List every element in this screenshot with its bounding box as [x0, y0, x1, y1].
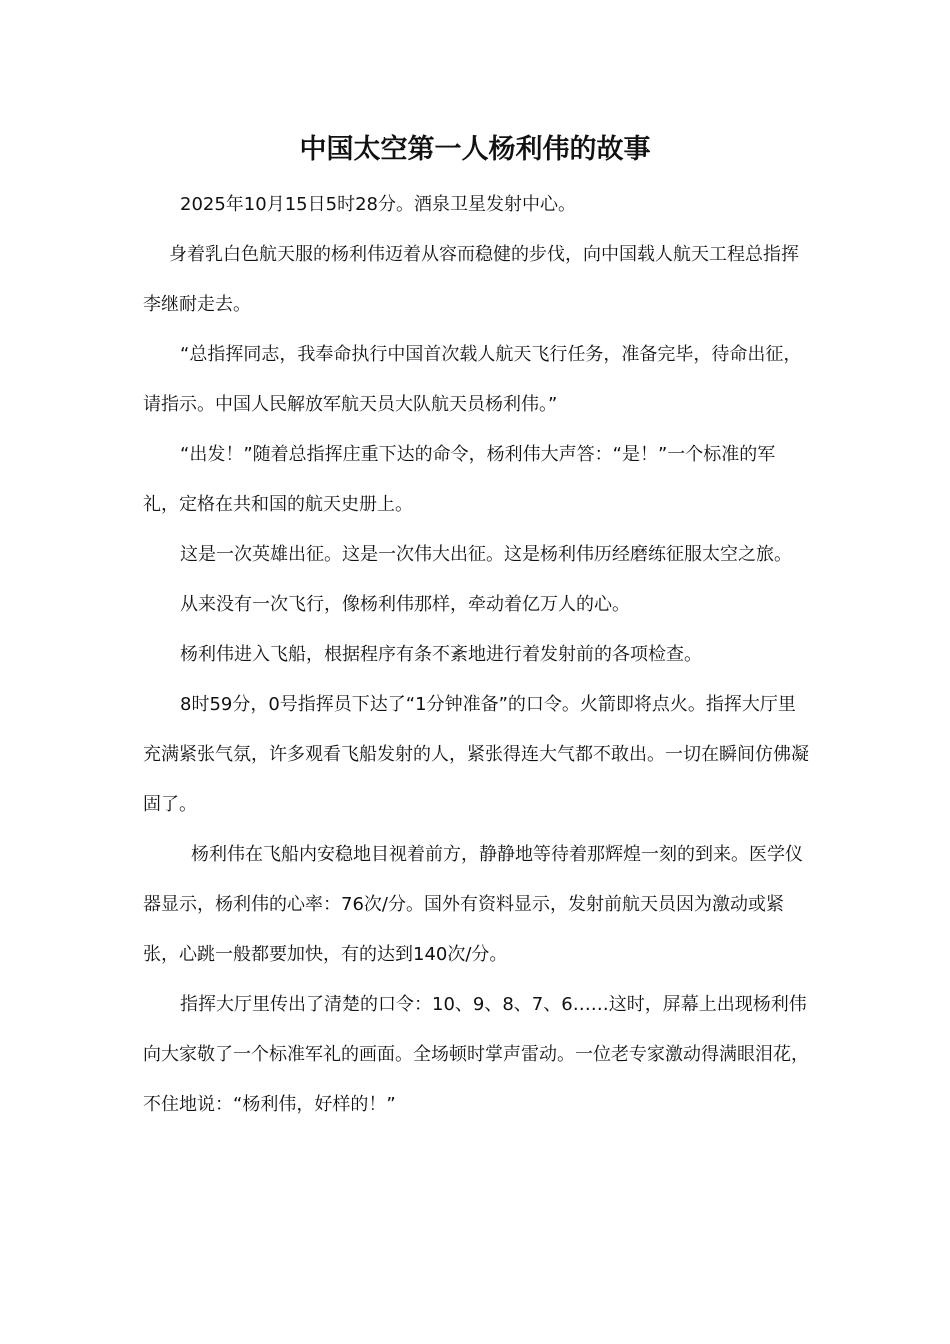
- paragraph-2: 身着乳白色航天服的杨利伟迈着从容而稳健的步伐，向中国载人航天工程总指挥李继耐走去。: [143, 244, 799, 315]
- paragraph-4: “出发！”随着总指挥庄重下达的命令，杨利伟大声答：“是！”一个标准的军礼，定格在共和国的航天史册上。: [143, 444, 776, 515]
- document-title: 中国太空第一人杨利伟的故事: [299, 134, 651, 165]
- paragraph-9: 杨利伟在飞船内安稳地目视着前方，静静地等待着那辉煌一刻的到来。医学仪器显示，杨利伟的心率：76次/分。国外有资料显示，发射前航天员因为激动或紧张，心跳一般都要加快，有的达到140次/分。: [143, 844, 803, 965]
- paragraph-7: 杨利伟进入飞船，根据程序有条不紊地进行着发射前的各项检查。: [180, 644, 702, 665]
- paragraph-5: 这是一次英雄出征。这是一次伟大出征。这是杨利伟历经磨练征服太空之旅。: [180, 544, 792, 565]
- paragraph-8: 8时59分，0号指挥员下达了“1分钟准备”的口令。火箭即将点火。指挥大厅里充满紧张气氛，许多观看飞船发射的人，紧张得连大气都不敢出。一切在瞬间仿佛凝固了。: [143, 694, 809, 815]
- paragraph-6: 从来没有一次飞行，像杨利伟那样，牵动着亿万人的心。: [180, 594, 630, 615]
- paragraph-1: 2025年10月15日5时28分。酒泉卫星发射中心。: [180, 194, 576, 215]
- paragraph-3: “总指挥同志，我奉命执行中国首次载人航天飞行任务，准备完毕，待命出征，请指示。中国人民解放军航天员大队航天员杨利伟。”: [143, 344, 802, 415]
- paragraph-10: 指挥大厅里传出了清楚的口令：10、9、8、7、6……这时，屏幕上出现杨利伟向大家敬了一个标准军礼的画面。全场顿时掌声雷动。一位老专家激动得满眼泪花，不住地说：“杨利伟，好样的！”: [143, 994, 809, 1115]
- document-body: [143, 180, 809, 1130]
